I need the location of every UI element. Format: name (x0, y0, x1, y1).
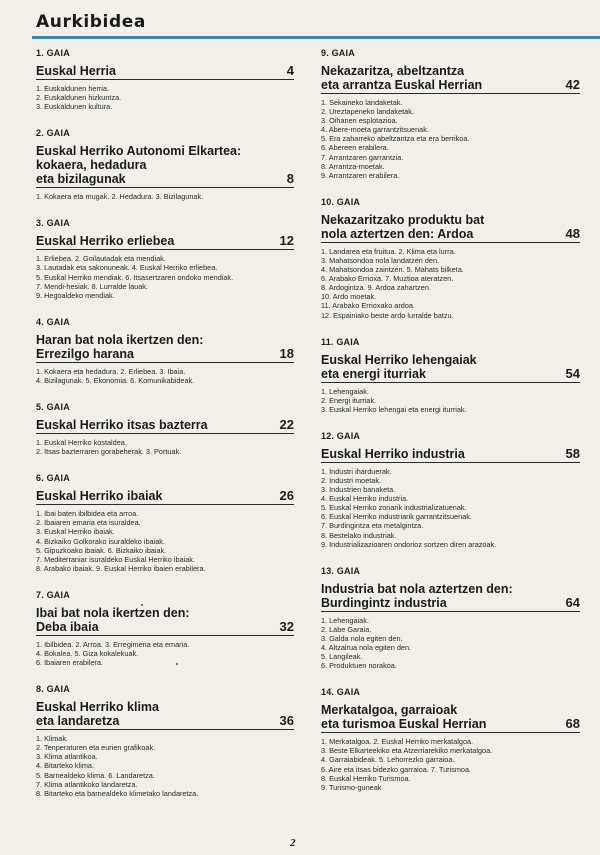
toc-section (321, 566, 580, 671)
topic-item: 1. Industri iharduerak. (321, 466, 392, 476)
chapter-page-number: 8 (286, 171, 294, 187)
toc-section (36, 684, 294, 798)
toc-section (36, 48, 294, 111)
chapter-page-number: 12 (279, 233, 294, 249)
chapter-number: 14. GAIA (321, 687, 361, 698)
chapter-number: 3. GAIA (36, 218, 70, 229)
chapter-title: Euskal Herriko lehengaiak eta energi iturriak (321, 352, 477, 381)
page-title: Aurkibidea (36, 12, 146, 32)
chapter-title: Merkatalgoa, garraioak eta turismoa Euskal Herrian (321, 703, 487, 732)
chapter-title-row (36, 144, 294, 188)
topic-item: 8. Arabako ibaiak. 9. Euskal Herriko ibaien erabilera. (36, 563, 206, 573)
topic-item: 7. Klima atlantikoko landaretza. (36, 779, 138, 789)
left-column (36, 48, 294, 815)
topic-item: 6. Euskal Herriko industriarik garrantzitsuenak. (321, 512, 472, 522)
topic-item: 3. Industrien banaketa. (321, 485, 396, 495)
topic-item: 5. Euskal Herriko zonarik industrializatuenak. (321, 503, 467, 513)
topic-item: 3. Lautadak eta sakonuneak. 4. Euskal Herriko erliebea. (36, 263, 218, 273)
chapter-page-number: 26 (279, 488, 294, 504)
chapter-number: 8. GAIA (36, 684, 70, 695)
topic-item: 6. Abereen erabilera. (321, 143, 389, 153)
topic-item: 2. Labe Garaia. (321, 624, 372, 634)
chapter-title: Euskal Herriko klima eta landaretza (36, 700, 159, 729)
topic-item: 1. Euskal Herriko kostaldea. (36, 438, 127, 448)
topic-item: 10. Ardo moetak. (321, 292, 377, 302)
chapter-topics (36, 509, 294, 573)
chapter-topics (36, 192, 294, 201)
topic-item: 3. Beste Elkarteekiko eta Atzerriarekiko merkatalgoa. (321, 746, 493, 756)
toc-section (36, 590, 294, 667)
chapter-title-row (36, 64, 294, 80)
chapter-title: Euskal Herriko Autonomi Elkartea: kokaera, hedadura eta bizilagunak (36, 144, 242, 187)
topic-item: 5. Era zaharreko abeltzantza eta era berrikoa. (321, 134, 470, 144)
topic-item: 8. Euskal Herriko Turismoa. (321, 773, 411, 783)
topic-item: 4. Abere-moeta garrantzitsuenak. (321, 125, 429, 135)
chapter-number: 4. GAIA (36, 316, 70, 327)
chapter-title-row (36, 418, 294, 434)
chapter-page-number: 64 (565, 594, 580, 610)
chapter-number: 7. GAIA (36, 589, 70, 600)
topic-item: 7. Mendi-hesiak. 8. Lurralde lauak. (36, 281, 148, 291)
topic-item: 3. Euskal Herriko lehengai eta energi iturriak. (321, 404, 467, 414)
toc-section (321, 431, 580, 549)
topic-item: 3. Oihanen esplotazioa. (321, 116, 398, 126)
chapter-page-number: 18 (279, 345, 294, 361)
topic-item: 2. Tenperaturen eta eurien grafikoak. (36, 743, 156, 753)
chapter-title-row (321, 582, 580, 612)
topic-item: 11. Arabako Errioxako ardoa. (321, 301, 415, 311)
chapter-topics (321, 467, 580, 549)
topic-item: 5. Gipuzkoako ibaiak. 6. Bizkaiko ibaiak. (36, 545, 167, 555)
topic-item: 4. Euskal Herriko industria. (321, 494, 409, 504)
chapter-title: Euskal Herriko erliebea (36, 234, 175, 249)
topic-item: 8. Bestelako industriak. (321, 530, 397, 540)
chapter-title: Euskal Herriko ibaiak (36, 489, 163, 504)
chapter-title-row (36, 489, 294, 505)
toc-section (36, 128, 294, 201)
chapter-page-number: 4 (286, 63, 294, 78)
topic-item: 2. Ibaiaren emaria eta isuraldea. (36, 518, 141, 528)
topic-item: 9. Arrantzaren erabilera. (321, 170, 400, 180)
toc-section (321, 48, 580, 180)
chapter-topics (36, 367, 294, 385)
page-number: 2 (290, 837, 296, 849)
topic-item: 4. Garraiabideak. 5. Lehorrezko garraioa. (321, 755, 455, 765)
topic-item: 1. Klimak. (36, 734, 69, 744)
topic-item: 8. Arrantza-moetak. (321, 161, 385, 171)
chapter-number: 12. GAIA (321, 430, 361, 441)
chapter-title: Haran bat nola ikertzen den: Errezilgo harana (36, 332, 204, 361)
chapter-page-number: 68 (565, 716, 580, 732)
chapter-page-number: 32 (279, 618, 294, 634)
topic-item: 2. Industri moetak. (321, 475, 382, 485)
chapter-page-number: 36 (279, 713, 294, 729)
toc-section (321, 687, 580, 792)
chapter-topics (321, 737, 580, 792)
topic-item: 7. Mediterraniar isuraldeko Euskal Herriko ibaiak. (36, 554, 195, 564)
topic-item: 9. Hegoaldeko mendiak. (36, 290, 115, 300)
chapter-page-number: 58 (565, 445, 580, 461)
topic-item: 9. Industrializazioaren ondorioz sortzen diren arazoak. (321, 539, 497, 549)
topic-item: 3. Klima atlantikoa. (36, 752, 98, 762)
chapter-title-row (321, 213, 580, 243)
topic-item: 1. Lehengaiak. (321, 386, 369, 396)
chapter-number: 2. GAIA (36, 128, 70, 139)
topic-item: 12. Espainiako beste ardo lurralde batzu. (321, 310, 454, 320)
topic-item: 4. Bizkaiko Golkorako isuraldeko ibaiak. (36, 536, 165, 546)
topic-item: 6. Produktuen norakoa. (321, 661, 397, 671)
topic-item: 1. Kokaera eta mugak. 2. Hedadura. 3. Bizilagunak. (36, 192, 204, 202)
chapter-title: Industria bat nola aztertzen den: Burdingintz industria (321, 581, 513, 610)
topic-item: 3. Euskal Herriko ibaiak. (36, 527, 115, 537)
topic-item: 5. Euskal Herriko mendiak. 6. Itsasertzaren ondoko mendiak. (36, 272, 234, 282)
topic-item: 1. Merkatalgoa. 2. Euskal Herriko merkatalgoa. (321, 737, 474, 747)
chapter-topics (36, 438, 294, 456)
toc-section (36, 317, 294, 385)
chapter-page-number: 42 (565, 77, 580, 92)
chapter-title-row (321, 353, 580, 383)
chapter-title-row (321, 703, 580, 733)
print-speck (141, 604, 143, 606)
chapter-topics (321, 387, 580, 414)
toc-section (36, 218, 294, 299)
toc-section (36, 473, 294, 573)
chapter-topics (36, 254, 294, 299)
topic-item: 4. Bitarteko klima. (36, 761, 94, 771)
topic-item: 1. Sekaineko landaketak. (321, 98, 403, 107)
header-rule (32, 36, 600, 39)
topic-item: 3. Galda nola egiten den. (321, 633, 403, 643)
chapter-number: 1. GAIA (36, 48, 70, 58)
chapter-title: Ibai bat nola ikertzen den: Deba ibaia (36, 605, 190, 634)
topic-item: 1. Landarea eta fruitua. 2. Klima eta lurra. (321, 246, 456, 256)
topic-item: 4. Bizilagunak. 5. Ekonomia. 6. Komunikabideak. (36, 375, 195, 385)
chapter-page-number: 48 (565, 225, 580, 241)
topic-item: 1. Kokaera eta hedadura. 2. Erliebea. 3. Ibaia. (36, 366, 186, 376)
topic-item: 1. Erliebea. 2. Goilautadak eta mendiak. (36, 254, 166, 264)
topic-item: 3. Euskaldunen kultura. (36, 102, 113, 112)
chapter-topics (36, 734, 294, 798)
chapter-title: Nekazaritza, abeltzantza eta arrantza Euskal Herrian (321, 64, 483, 92)
chapter-topics (321, 616, 580, 671)
topic-item: 8. Ardogintza. 9. Ardoa zahartzen. (321, 283, 431, 293)
topic-item: 2. Energi iturriak. (321, 395, 377, 405)
toc-section (321, 337, 580, 414)
chapter-number: 13. GAIA (321, 565, 361, 576)
topic-item: 1. Ibilbidea. 2. Arroa. 3. Erregimena eta emaria. (36, 639, 190, 649)
chapter-topics (36, 640, 294, 667)
topic-item: 5. Barnealdeko klima. 6. Landaretza. (36, 770, 155, 780)
chapter-page-number: 54 (565, 365, 580, 381)
print-speck (176, 663, 178, 665)
topic-item: 9. Turismo-guneak (321, 782, 382, 792)
chapter-title-row (36, 700, 294, 730)
chapter-title-row (36, 606, 294, 636)
toc-section (36, 402, 294, 456)
chapter-number: 6. GAIA (36, 473, 70, 484)
topic-item: 2. Euskaldunen hizkuntza. (36, 93, 122, 103)
chapter-title-row (36, 234, 294, 250)
chapter-topics (36, 84, 294, 111)
topic-item: 2. Ureztapeneko landaketak. (321, 107, 414, 117)
topic-item: 4. Mahatsondoa zaintzen. 5. Mahats bilketa. (321, 265, 464, 275)
chapter-title-row (36, 333, 294, 363)
topic-item: 7. Arrantzaren garrantzia. (321, 152, 404, 162)
topic-item: 6. Ibaiaren erabilera. (36, 658, 103, 668)
topic-item: 6. Arabako Errioxa. 7. Muztioa ateratzen. (321, 274, 454, 284)
right-column (321, 48, 580, 809)
topic-item: 7. Burdingintza eta metalgintza. (321, 521, 424, 531)
topic-item: 8. Bitarteko eta barnealdeko klimetako landaretza. (36, 788, 199, 798)
chapter-number: 10. GAIA (321, 196, 361, 207)
topic-item: 3. Mahatsondoa nola landatzen den. (321, 255, 440, 265)
chapter-title-row (321, 64, 580, 94)
chapter-title-row (321, 447, 580, 463)
topic-item: 1. Ibai baten ibilbidea eta arroa. (36, 509, 139, 519)
chapter-topics (321, 98, 580, 180)
chapter-number: 11. GAIA (321, 336, 360, 347)
toc-section (321, 197, 580, 320)
topic-item: 1. Euskaldunen herria. (36, 84, 110, 93)
chapter-number: 9. GAIA (321, 48, 355, 58)
chapter-page-number: 22 (279, 417, 294, 433)
topic-item: 1. Lehengaiak. (321, 615, 369, 625)
topic-item: 6. Aire eta itsas bidezko garraioa. 7. Turismoa. (321, 764, 472, 774)
topic-item: 5. Langileak. (321, 652, 363, 662)
chapter-number: 5. GAIA (36, 402, 70, 413)
topic-item: 2. Itsas bazterraren gorabeherak. 3. Portuak. (36, 447, 182, 457)
chapter-title: Nekazaritzako produktu bat nola aztertzen den: Ardoa (321, 212, 485, 241)
chapter-title: Euskal Herria (36, 64, 116, 78)
chapter-title: Euskal Herriko industria (321, 446, 465, 461)
chapter-topics (321, 247, 580, 320)
topic-item: 4. Altzairua nola egiten den. (321, 643, 412, 652)
chapter-title: Euskal Herriko itsas bazterra (36, 418, 208, 433)
topic-item: 4. Bokalea. 5. Giza kokalekuak. (36, 648, 139, 658)
